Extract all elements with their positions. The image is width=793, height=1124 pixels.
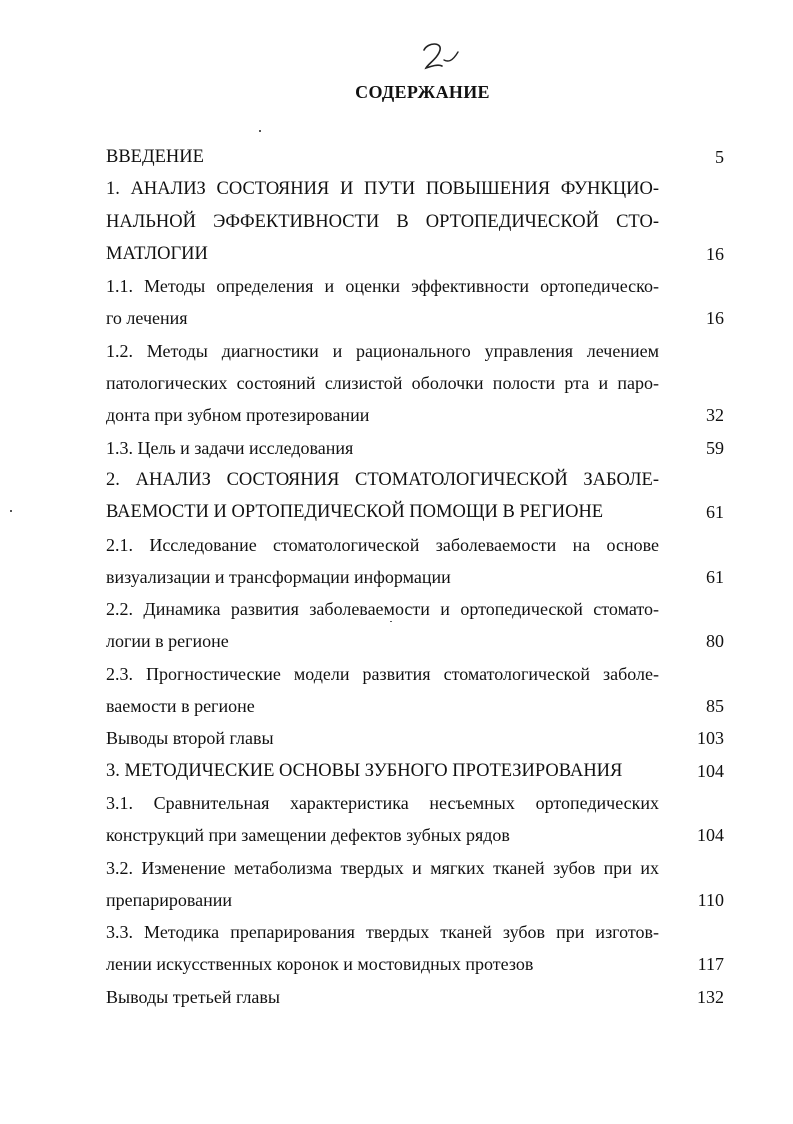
toc-line bbox=[106, 208, 726, 240]
toc-entry bbox=[106, 175, 726, 272]
toc-line bbox=[106, 757, 726, 789]
toc-entry-text: донта при зубном протезировании bbox=[106, 405, 370, 426]
toc-entry-text: МАТЛОГИИ bbox=[106, 243, 208, 264]
toc-page-number: 104 bbox=[697, 825, 724, 846]
toc-entry-text: 3.2. Изменение метаболизма твердых и мягких тканей зубов при их bbox=[106, 857, 659, 878]
toc-line bbox=[106, 789, 726, 821]
toc-entry-text: Выводы второй главы bbox=[106, 728, 274, 749]
toc-line bbox=[106, 272, 726, 304]
toc-page-number: 104 bbox=[697, 760, 724, 781]
toc-line bbox=[106, 434, 726, 466]
toc-entry bbox=[106, 531, 726, 596]
toc-entry-text: 1.2. Методы диагностики и рационального управления лечением bbox=[106, 340, 659, 361]
toc-page-number: 117 bbox=[697, 954, 724, 975]
toc-entry bbox=[106, 660, 726, 725]
toc-page-number: 85 bbox=[706, 696, 724, 717]
toc-entry bbox=[106, 789, 726, 854]
toc-entry bbox=[106, 272, 726, 337]
toc-line bbox=[106, 369, 726, 401]
toc-entry-text: препарировании bbox=[106, 889, 233, 910]
toc-page-number: 32 bbox=[706, 405, 724, 426]
toc-entry-text: Выводы третьей главы bbox=[106, 986, 281, 1007]
toc-line bbox=[106, 595, 726, 627]
toc-entry-text: 2.3. Прогностические модели развития стоматологической заболе- bbox=[106, 663, 659, 684]
toc-entry-text: ВВЕДЕНИЕ bbox=[106, 147, 204, 167]
toc-entry bbox=[106, 724, 726, 756]
toc-entry-text: го лечения bbox=[106, 308, 188, 329]
toc-line bbox=[106, 337, 726, 369]
toc-entry-text: логии в регионе bbox=[106, 631, 229, 652]
toc-entry-text: визуализации и трансформации информации bbox=[106, 566, 451, 587]
toc-page-number: 103 bbox=[697, 728, 724, 749]
toc-entry bbox=[106, 983, 726, 1015]
toc-entry-text: 1.3. Цель и задачи исследования bbox=[106, 437, 354, 458]
toc-line bbox=[106, 466, 726, 498]
page-title: СОДЕРЖАНИЕ bbox=[355, 82, 490, 102]
toc-line bbox=[106, 950, 726, 982]
toc-entry-text: ваемости в регионе bbox=[106, 696, 255, 717]
toc-entry-text: 1.1. Методы определения и оценки эффективности ортопедическо- bbox=[106, 276, 659, 297]
toc-page-number: 132 bbox=[697, 986, 724, 1007]
toc-entry-text: 1. АНАЛИЗ СОСТОЯНИЯ И ПУТИ ПОВЫШЕНИЯ ФУНКЦИО- bbox=[106, 179, 659, 200]
toc-entry bbox=[106, 337, 726, 434]
toc-line bbox=[106, 854, 726, 886]
toc-line bbox=[106, 563, 726, 595]
toc-page-number: 80 bbox=[706, 631, 724, 652]
toc-entry-text: 2. АНАЛИЗ СОСТОЯНИЯ СТОМАТОЛОГИЧЕСКОЙ ЗАБОЛЕ- bbox=[106, 469, 659, 490]
toc-line bbox=[106, 983, 726, 1015]
toc-entry-text: НАЛЬНОЙ ЭФФЕКТИВНОСТИ В ОРТОПЕДИЧЕСКОЙ СТО- bbox=[106, 211, 659, 232]
toc-entry-text: 2.1. Исследование стоматологической заболеваемости на основе bbox=[106, 534, 659, 555]
toc-line bbox=[106, 886, 726, 918]
toc-line bbox=[106, 918, 726, 950]
toc-entry-text: ВАЕМОСТИ И ОРТОПЕДИЧЕСКОЙ ПОМОЩИ В РЕГИОНЕ bbox=[106, 502, 604, 523]
toc-line bbox=[106, 692, 726, 724]
toc-line bbox=[106, 240, 726, 272]
toc-line bbox=[106, 821, 726, 853]
toc-line bbox=[106, 143, 726, 175]
scan-speck bbox=[10, 510, 12, 512]
toc-entry bbox=[106, 143, 726, 175]
toc-page-number: 5 bbox=[715, 147, 724, 167]
toc-line bbox=[106, 627, 726, 659]
table-of-contents bbox=[106, 143, 726, 1015]
toc-line bbox=[106, 175, 726, 207]
handwritten-two-icon bbox=[418, 40, 466, 74]
toc-page-number: 16 bbox=[706, 308, 724, 329]
toc-entry-text: 3.1. Сравнительная характеристика несъемных ортопедических bbox=[106, 792, 659, 813]
toc-page-number: 59 bbox=[706, 437, 724, 458]
toc-entry bbox=[106, 466, 726, 531]
scan-speck bbox=[390, 621, 392, 622]
toc-page-number: 110 bbox=[697, 889, 724, 910]
toc-entry bbox=[106, 757, 726, 789]
toc-entry-text: патологических состояний слизистой оболочки полости рта и паро- bbox=[106, 373, 659, 394]
toc-entry bbox=[106, 434, 726, 466]
toc-page-number: 16 bbox=[706, 243, 724, 264]
toc-entry-text: 3.3. Методика препарирования твердых тканей зубов при изготов- bbox=[106, 922, 659, 943]
toc-line bbox=[106, 660, 726, 692]
toc-entry-text: конструкций при замещении дефектов зубных рядов bbox=[106, 825, 510, 846]
toc-entry-text: лении искусственных коронок и мостовидных протезов bbox=[106, 954, 534, 975]
toc-entry-text: 2.2. Динамика развития заболеваемости и ортопедической стомато- bbox=[106, 599, 659, 620]
toc-page-number: 61 bbox=[706, 502, 724, 523]
toc-entry-text: 3. МЕТОДИЧЕСКИЕ ОСНОВЫ ЗУБНОГО ПРОТЕЗИРОВАНИЯ bbox=[106, 760, 623, 781]
toc-entry bbox=[106, 918, 726, 983]
toc-line bbox=[106, 304, 726, 336]
scan-speck bbox=[259, 130, 261, 132]
toc-entry bbox=[106, 854, 726, 919]
toc-page-number: 61 bbox=[706, 566, 724, 587]
toc-entry bbox=[106, 595, 726, 660]
toc-line bbox=[106, 724, 726, 756]
toc-line bbox=[106, 401, 726, 433]
toc-line bbox=[106, 498, 726, 530]
toc-line bbox=[106, 531, 726, 563]
handwritten-page-number bbox=[418, 40, 466, 74]
